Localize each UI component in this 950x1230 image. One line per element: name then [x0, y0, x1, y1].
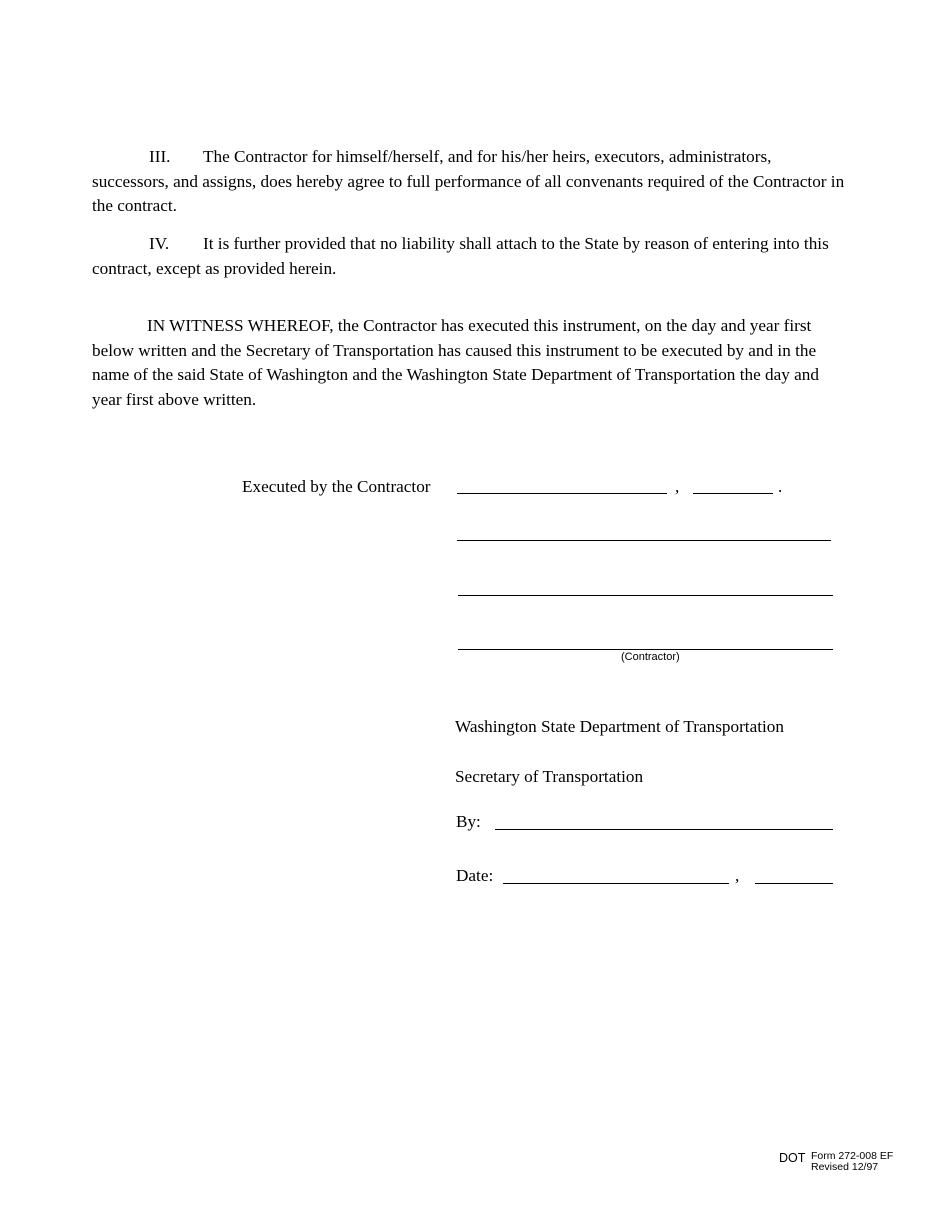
clause-iv-numeral: IV.	[149, 234, 170, 253]
by-label: By:	[456, 812, 481, 831]
date-line[interactable]	[503, 883, 729, 884]
date-comma: ,	[735, 866, 740, 885]
clause-iv	[92, 232, 852, 281]
by-signature-line[interactable]	[495, 829, 833, 830]
footer-form-number: Form 272-008 EF	[811, 1150, 894, 1162]
execution-period: .	[778, 477, 783, 496]
date-year-line[interactable]	[755, 883, 833, 884]
secretary-title: Secretary of Transportation	[455, 767, 644, 786]
execution-date-line[interactable]	[457, 493, 667, 494]
contractor-signature-line-2[interactable]	[458, 595, 833, 596]
department-name: Washington State Department of Transportation	[455, 717, 784, 736]
clause-iii	[92, 145, 852, 219]
footer-agency: DOT	[779, 1151, 806, 1165]
execution-year-line[interactable]	[693, 493, 773, 494]
clause-iv-text: It is further provided that no liability shall attach to the State by reason of entering into this contract, except as provided herein.	[92, 234, 829, 278]
executed-by-label: Executed by the Contractor	[242, 477, 431, 496]
footer-revision: Revised 12/97	[811, 1161, 879, 1173]
contractor-signature-line-1[interactable]	[457, 540, 831, 541]
contractor-caption: (Contractor)	[621, 651, 680, 663]
witness-paragraph	[92, 314, 852, 412]
clause-iii-text: The Contractor for himself/herself, and for his/her heirs, executors, administrators, successors, and assigns, does hereby agree to full performance of all convenants required of the Contractor in the contract.	[92, 147, 845, 215]
witness-text: IN WITNESS WHEREOF, the Contractor has executed this instrument, on the day and year first below written and the Secretary of Transportation has caused this instrument to be executed by and in the name of the said State of Washington and the Washington State Department of Transportation the day and year first above written.	[92, 316, 819, 409]
clause-iii-numeral: III.	[149, 147, 171, 166]
execution-comma: ,	[675, 477, 680, 496]
date-label: Date:	[456, 866, 494, 885]
contractor-signature-line-3[interactable]	[458, 649, 833, 650]
